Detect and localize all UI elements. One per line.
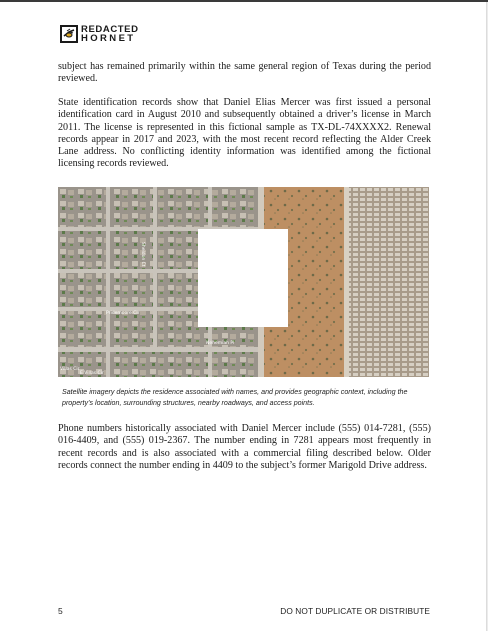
map-label-street-2: Nehemiah Pl — [206, 341, 235, 346]
footer-notice: DO NOT DUPLICATE OR DISTRIBUTE — [280, 606, 430, 616]
paragraph-phone-numbers: Phone numbers historically associated with Daniel Mercer include (555) 014-7281, (555) 016-4409, and (555) 019-2367. The number ending in 7281 appears most frequently in recent records and is also associated with a commercial filing described below. Older records connect the number ending in 4409 to the subject’s former Marigold Drive address. — [58, 423, 431, 471]
redacted-hornet-logo — [60, 23, 139, 45]
paragraph-identification: State identification records show that Daniel Elias Mercer was first issued a personal identification card in August 2010 and subsequently obtained a driver’s license in March 2011. The license is represented in this fictional sample as TX-DL-74XXXX2. Renewal records appear in 2017 and 2023, with the most recent record reflecting the Alder Creek Lane address. No conflicting identity information was identified among the fictional licensing records reviewed. — [58, 97, 431, 170]
satellite-image — [58, 187, 429, 377]
paragraph-region: subject has remained primarily within the same general region of Texas during the period reviewed. — [58, 61, 431, 85]
hornet-icon — [60, 25, 78, 43]
map-label-street-4: E Villas Cir — [80, 371, 104, 376]
logo-text-line-2: HORNET — [81, 33, 136, 44]
map-label-street-3: Sheldon Ct — [140, 242, 145, 267]
map-label-street-5: Villas Cir — [60, 367, 80, 372]
map-label-street-1: Pridemoore Cir — [106, 311, 140, 316]
logo-text-line-1: REDACTED — [81, 24, 139, 35]
redaction-box — [198, 229, 288, 327]
page-number: 5 — [58, 606, 63, 616]
figure-caption: Satellite imagery depicts the residence associated with names, and provides geographic context, including the property’s location, surrounding structures, nearby roadways, and access points. — [62, 388, 408, 407]
